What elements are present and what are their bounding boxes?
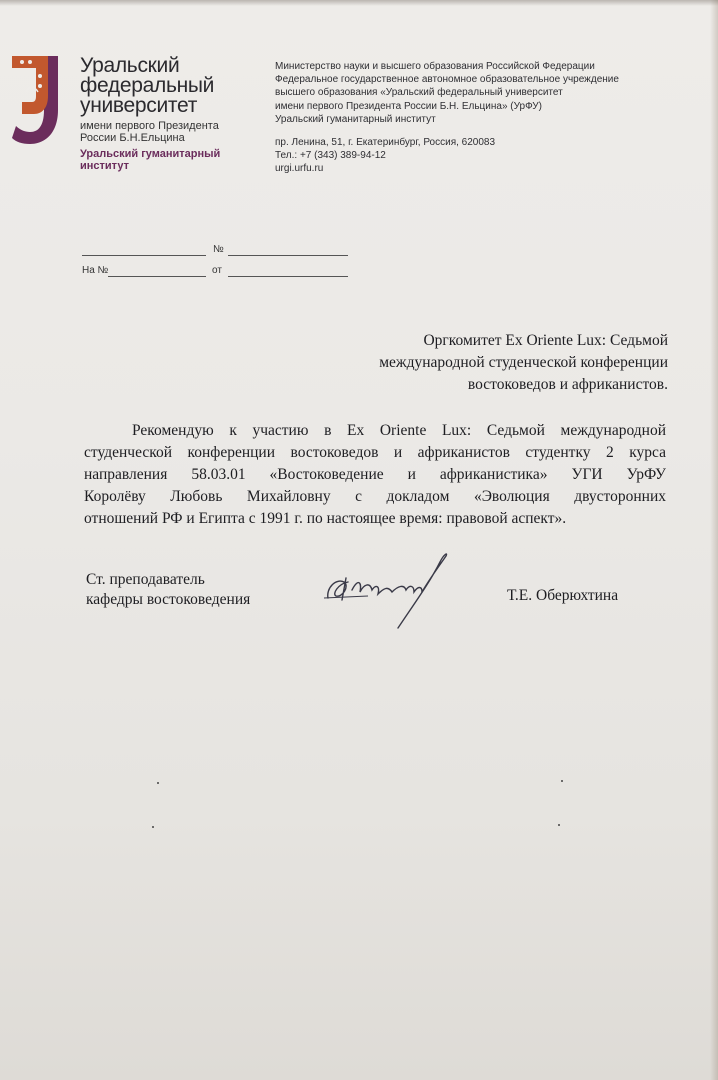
university-subtitle-line: России Б.Н.Ельцина [80,132,185,144]
institute-name-line: Уральский гуманитарный [80,148,221,160]
paper-speck [157,782,159,784]
signer-position [86,570,250,610]
body-line: Рекомендую к участию в Ex Oriente Lux: Седьмой международной [132,422,666,439]
paper-speck [561,780,563,782]
letterhead-details [275,60,619,176]
paper-speck [152,826,154,828]
body-line: отношений РФ и Египта с 1991 г. по настоящее время: правовой аспект». [84,510,567,527]
website: urgi.urfu.ru [275,163,324,175]
reply-number-label: На № [82,265,109,276]
org-line: Федеральное государственное автономное образовательное учреждение [275,74,619,86]
university-name [80,56,220,172]
body-line: студенческой конференции востоковедов и африканистов студентку 2 курса [84,444,666,461]
institute-name-line: институт [80,160,129,172]
date-line [82,255,206,256]
university-subtitle-line: имени первого Президента [80,120,219,132]
org-line: Министерство науки и высшего образования Российской Федерации [275,61,595,72]
page-shadow-top [0,0,718,6]
from-date-line [228,276,348,277]
university-title-line: федеральный [80,74,215,97]
org-line: Уральский гуманитарный институт [275,113,436,125]
signer-position-line: кафедры востоковедения [86,591,251,608]
number-label: № [213,244,224,255]
addressee-line: Оргкомитет Ex Oriente Lux: Седьмой [423,332,668,349]
reply-number-line [108,276,206,277]
university-title-line: Уральский [80,54,180,77]
handwritten-signature [318,548,458,633]
addressee [300,330,668,396]
paper-speck [558,824,560,826]
from-label: от [212,265,222,276]
address: пр. Ленина, 51, г. Екатеринбург, Россия, 620083 [275,137,496,149]
page-shadow-right [710,0,718,1080]
body-line: направления 58.03.01 «Востоковедение и африканистика» УГИ УрФУ [84,466,666,483]
body-line: Королёву Любовь Михайловну с докладом «Эволюция двусторонних [84,488,666,505]
org-line: высшего образования «Уральский федеральный университет [275,87,563,99]
urfu-logo-icon [8,52,76,148]
letter-body [84,420,666,530]
number-line [228,255,348,256]
org-line: имени первого Президента России Б.Н. Ельцина» (УрФУ) [275,100,542,112]
phone: Тел.: +7 (343) 389-94-12 [275,150,386,162]
addressee-line: международной студенческой конференции [379,354,668,371]
signer-position-line: Ст. преподаватель [86,571,205,588]
signer-name: Т.Е. Оберюхтина [507,587,619,604]
university-title-line: университет [80,94,198,117]
addressee-line: востоковедов и африканистов. [467,376,668,393]
